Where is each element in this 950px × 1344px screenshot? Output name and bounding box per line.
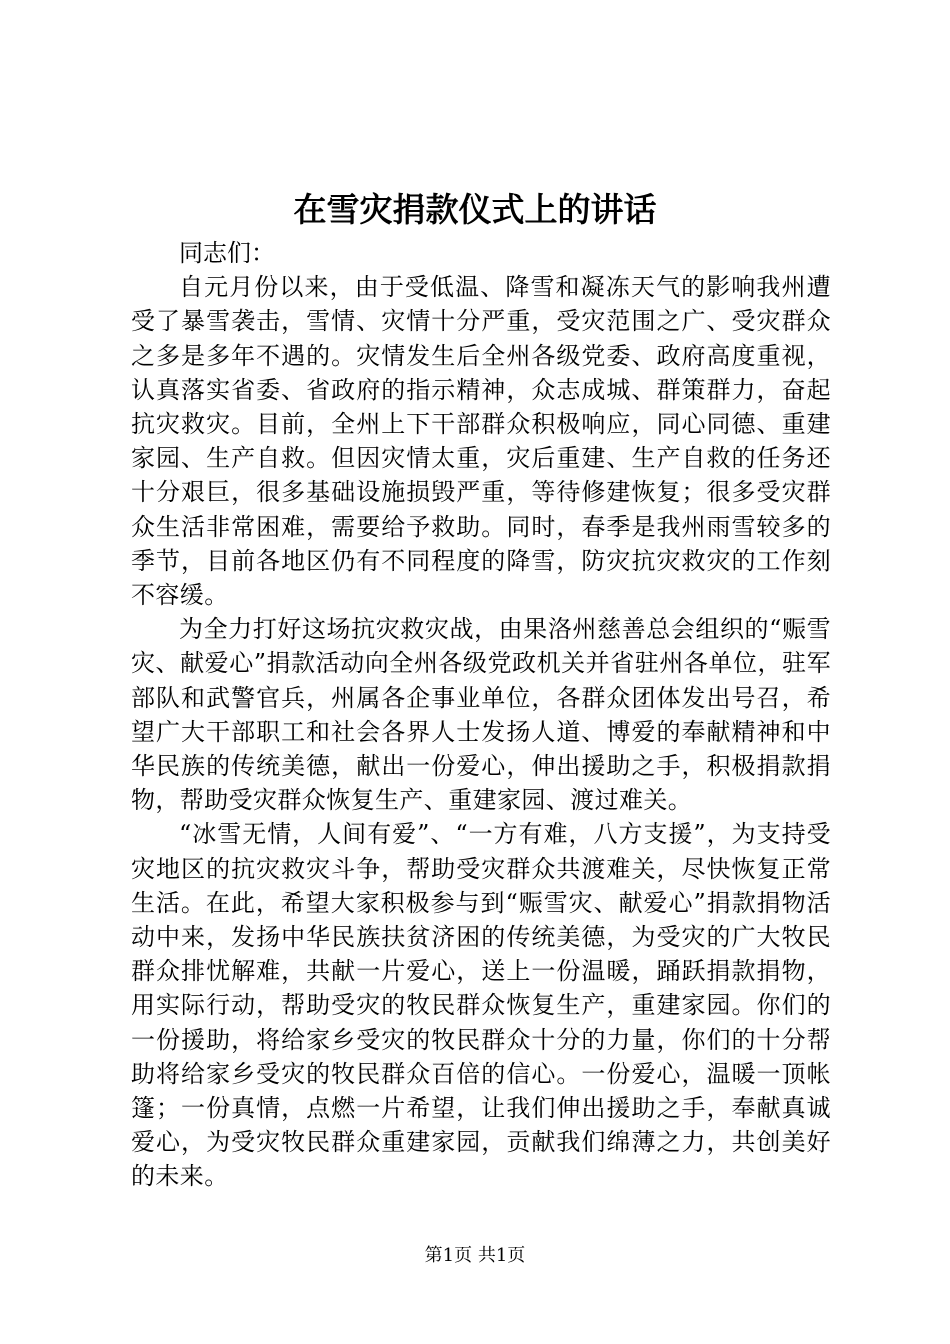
document-body: [131, 236, 831, 1194]
paragraph-1: 自元月份以来，由于受低温、降雪和凝冻天气的影响我州遭受了暴雪袭击，雪情、灾情十分严重，受灾范围之广、受灾群众之多是多年不遇的。灾情发生后全州各级党委、政府高度重视，认真落实省委、省政府的指示精神，众志成城、群策群力，奋起抗灾救灾。目前，全州上下干部群众积极响应，同心同德、重建家园、生产自救。但因灾情太重，灾后重建、生产自救的任务还十分艰巨，很多基础设施损毁严重，等待修建恢复；很多受灾群众生活非常困难，需要给予救助。同时，春季是我州雨雪较多的季节，目前各地区仍有不同程度的降雪，防灾抗灾救灾的工作刻不容缓。: [131, 273, 831, 610]
paragraph-2: 为全力打好这场抗灾救灾战，由果洛州慈善总会组织的“赈雪灾、献爱心”捐款活动向全州各级党政机关并省驻州各单位，驻军部队和武警官兵，州属各企事业单位，各群众团体发出号召，希望广大干部职工和社会各界人士发扬人道、博爱的奉献精神和中华民族的传统美德，献出一份爱心，伸出援助之手，积极捐款捐物，帮助受灾群众恢复生产、重建家园、渡过难关。: [131, 615, 831, 815]
salutation: 同志们：: [179, 239, 275, 267]
page-footer: 第1页 共1页: [424, 1245, 526, 1266]
document-title: 在雪灾捐款仪式上的讲话: [293, 190, 657, 229]
paragraph-3: “冰雪无情，人间有爱”、“一方有难，八方支援”，为支持受灾地区的抗灾救灾斗争，帮助受灾群众共渡难关，尽快恢复正常生活。在此，希望大家积极参与到“赈雪灾、献爱心”捐款捐物活动中来，发扬中华民族扶贫济困的传统美德，为受灾的广大牧民群众排忧解难，共献一片爱心，送上一份温暖，踊跃捐款捐物，用实际行动，帮助受灾的牧民群众恢复生产，重建家园。你们的一份援助，将给家乡受灾的牧民群众十分的力量，你们的十分帮助将给家乡受灾的牧民群众百倍的信心。一份爱心，温暖一顶帐篷；一份真情，点燃一片希望，让我们伸出援助之手，奉献真诚爱心，为受灾牧民群众重建家园，贡献我们绵薄之力，共创美好的未来。: [131, 820, 831, 1191]
